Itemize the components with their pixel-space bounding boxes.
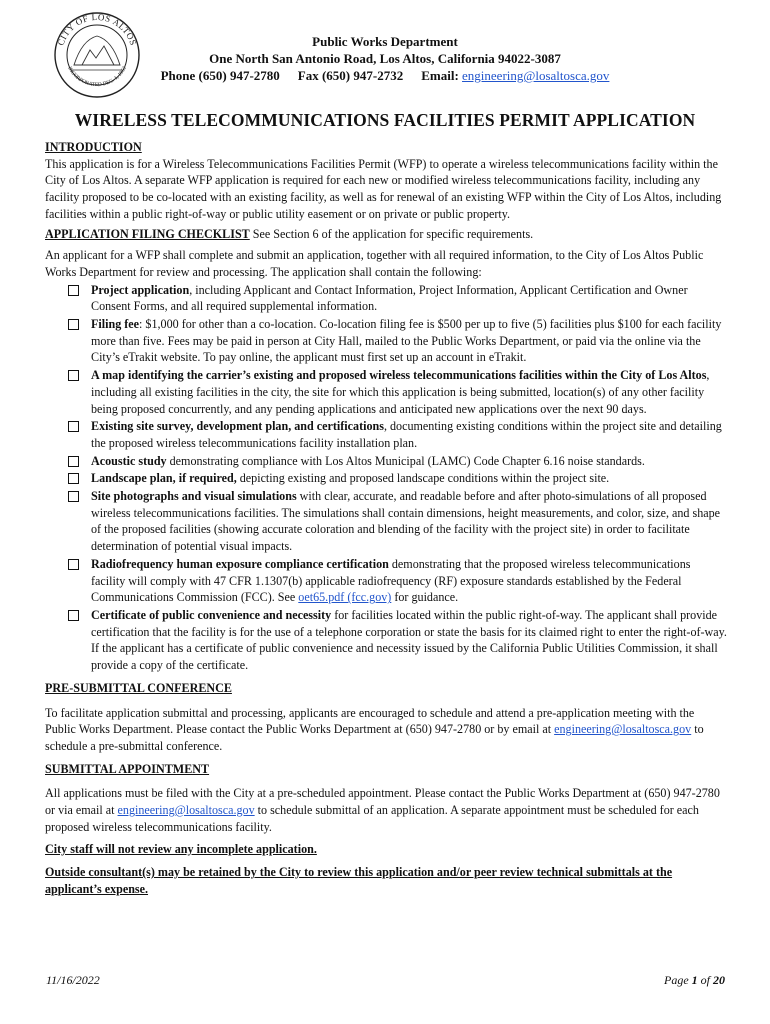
checklist-item: Existing site survey, development plan, and certifications, documenting existing conditions within the project site and detailing the proposed wireless telecommunications facility installation plan. [68, 418, 727, 451]
checklist-heading: APPLICATION FILING CHECKLIST [45, 226, 250, 241]
checklist-item: Site photographs and visual simulations with clear, accurate, and readable before and after photo-simulations of all proposed wireless telecommunications facilities. The simulations shall contain dimensions, height measurements, and color, size, and shape of the proposed facilities (showing accurate coloration and blending of the facility with the project site) in order to facilitate determination of potential visual impacts. [68, 488, 727, 555]
department-name: Public Works Department [312, 34, 458, 49]
document-title: WIRELESS TELECOMMUNICATIONS FACILITIES PERMIT APPLICATION [74, 110, 696, 130]
checkbox[interactable] [68, 473, 79, 484]
presubmittal-text: To facilitate application submittal and processing, applicants are encouraged to schedule and attend a pre-application meeting with the Public Works Department. Please contact the Public Works Department at (650) 947-2780 or by email at engineering@losaltosca.gov to schedule a pre-submittal conference. [45, 705, 704, 753]
letterhead [150, 33, 620, 84]
checklist-item: Filing fee: $1,000 for other than a co-location. Co-location filing fee is $500 per up to five (5) facilities plus $100 for each facility more than five. Fees may be paid in person at City Hall, mailed to the Public Works Department, or paid via the online via the City’s eTrakit website. To pay online, the applicant must first set up an account in eTrakit. [68, 316, 727, 366]
checklist-item: Project application, including Applicant and Contact Information, Project Information, Applicant Certification and Owner Consent Forms, and all required supplemental information. [68, 282, 727, 315]
appointment-text: All applications must be filed with the City at a pre-scheduled appointment. Please contact the Public Works Department at (650) 947-2780 or via email at engineering@losaltosca.gov to schedule submittal of an application. A separate appointment must be scheduled for each proposed wireless telecommunications facility. [45, 786, 720, 834]
checkbox[interactable] [68, 610, 79, 621]
fax-number: Fax (650) 947-2732 [297, 68, 404, 83]
checklist-item: Landscape plan, if required, depicting existing and proposed landscape conditions within the project site. [68, 470, 727, 487]
checklist-intro [45, 226, 727, 243]
fcc-guidance-link[interactable]: oet65.pdf (fcc.gov) [298, 590, 392, 605]
checkbox[interactable] [68, 285, 79, 296]
checkbox[interactable] [68, 370, 79, 381]
checkbox[interactable] [68, 559, 79, 570]
consultant-notice: Outside consultant(s) may be retained by the City to review this application and/or peer review technical submittals at the applicant’s expense. [45, 865, 673, 896]
city-seal-logo [52, 10, 142, 100]
presubmittal-email-link[interactable]: engineering@losaltosca.gov [554, 722, 692, 737]
contact-line [150, 67, 620, 84]
checkbox[interactable] [68, 421, 79, 432]
intro-heading: INTRODUCTION [45, 140, 142, 154]
checklist-items [45, 282, 727, 674]
intro-text: This application is for a Wireless Telecommunications Facilities Permit (WFP) to operate a wireless telecommunications facility within the City of Los Altos. A separate WFP application is required for each new or modified wireless telecommunications facility, including any facility proposed to be co-located with an existing facility, as well as for renewal of an existing WFP within the City of Los Altos, including facilities within a public right-of-way or public utility easement or on private or public property. [45, 156, 722, 221]
email-label: Email: [421, 68, 459, 83]
checklist-item: Acoustic study demonstrating compliance with Los Altos Municipal (LAMC) Code Chapter 6.16 noise standards. [68, 453, 727, 470]
appointment-email-link[interactable]: engineering@losaltosca.gov [117, 803, 255, 818]
checkbox[interactable] [68, 456, 79, 467]
checkbox[interactable] [68, 491, 79, 502]
appointment-heading: SUBMITTAL APPOINTMENT [45, 761, 210, 776]
checklist-heading-note: See Section 6 of the application for specific requirements. [249, 226, 534, 241]
svg-text:CITY OF LOS ALTOS: CITY OF LOS ALTOS [55, 11, 139, 47]
svg-text:INCORPORATED DEC. 1, 1952: INCORPORATED DEC. 1, 1952 [66, 65, 128, 89]
presubmittal-heading: PRE-SUBMITTAL CONFERENCE [45, 680, 232, 695]
checkbox[interactable] [68, 319, 79, 330]
incomplete-notice: City staff will not review any incomplete application. [45, 842, 317, 857]
page-number: Page 1 of 20 [664, 973, 725, 987]
phone-number: Phone (650) 947-2780 [160, 68, 280, 83]
document-body [45, 139, 727, 898]
checklist-item: A map identifying the carrier’s existing and proposed wireless telecommunications facilities within the City of Los Altos, including all existing facilities in the city, the site for which this application is being submitted, location(s) of any other facility being proposed concurrently, and any pending applications and anticipated new applications over the next 90 days. [68, 367, 727, 417]
checklist-item: Radiofrequency human exposure compliance certification demonstrating that the proposed wireless telecommunications facility will comply with 47 CFR 1.1307(b) applicable radiofrequency (RF) exposure standards established by the Federal Communications Commission (FCC). See oet65.pdf (fcc.gov) for guidance. [68, 556, 727, 606]
checklist-lead: An applicant for a WFP shall complete and submit an application, together with all required information, to the City of Los Altos Public Works Department for review and processing. The application shall contain the following: [45, 248, 704, 279]
checklist-item: Certificate of public convenience and necessity for facilities located within the public right-of-way. The applicant shall provide certification that the facility is for the use of a telephone corporation or state the basis for its claimed right to enter the right-of-way. If the applicant has a certificate of public convenience and necessity issued by the California Public Utilities Commission, it shall provide a copy of the certificate. [68, 607, 727, 674]
header-email-link[interactable]: engineering@losaltosca.gov [462, 68, 610, 83]
department-address: One North San Antonio Road, Los Altos, California 94022-3087 [209, 51, 561, 66]
footer-date: 11/16/2022 [46, 973, 100, 987]
